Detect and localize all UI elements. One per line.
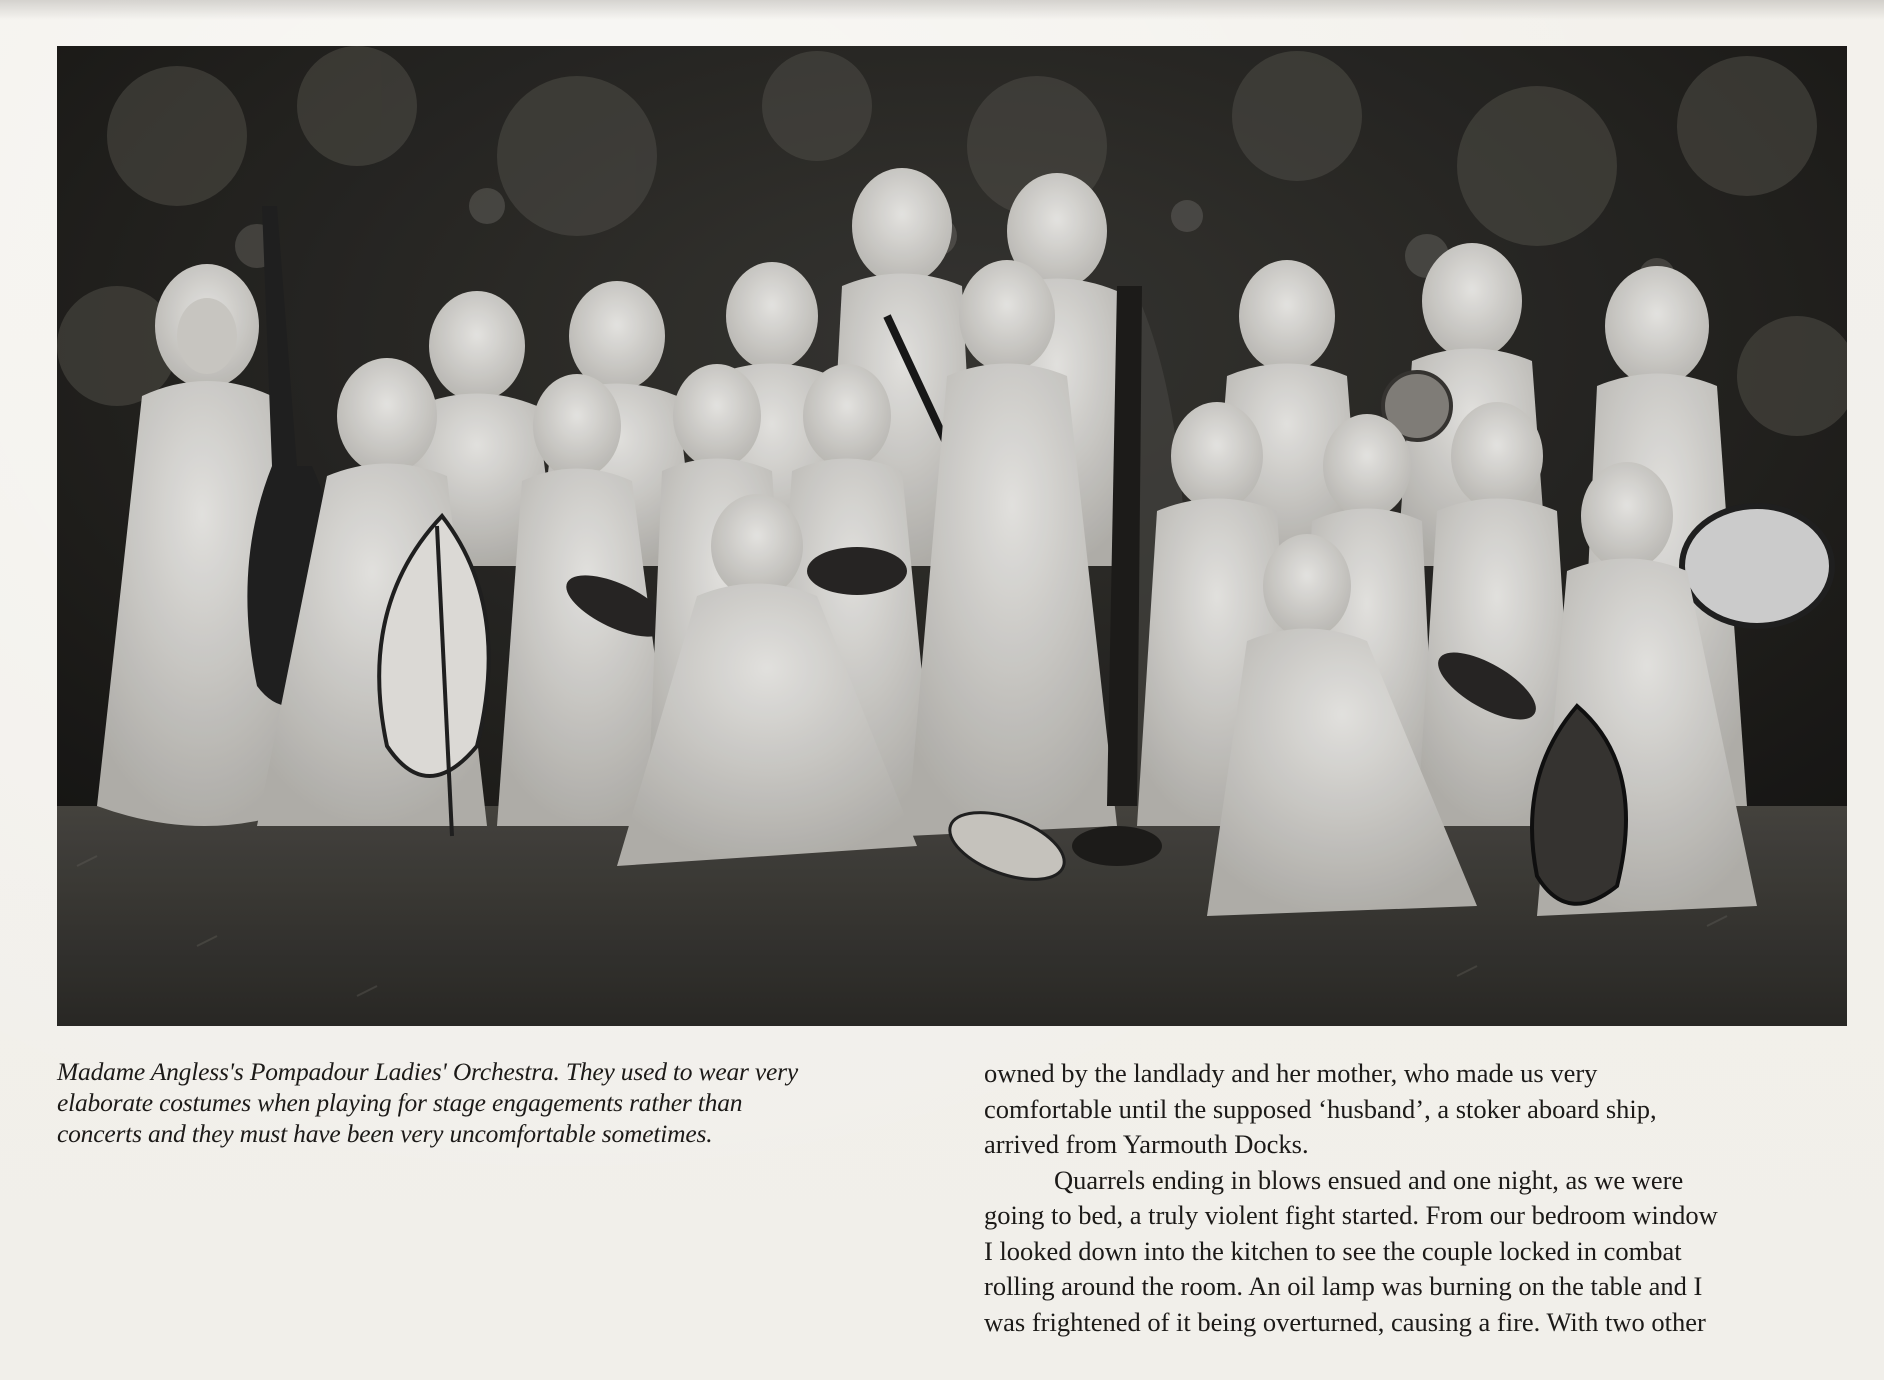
orchestra-photo-icon (57, 46, 1847, 1026)
caption-line: elaborate costumes when playing for stage engagements rather than (57, 1088, 743, 1117)
body-line-paragraph-start: Quarrels ending in blows ensued and one night, as we were (1054, 1164, 1684, 1195)
scan-edge-shadow (0, 0, 1884, 20)
body-text-column (984, 1056, 1844, 1340)
body-line: arrived from Yarmouth Docks. (984, 1129, 1309, 1159)
caption-line: Madame Angless's Pompadour Ladies' Orchestra. They used to wear very (57, 1057, 798, 1086)
body-line: rolling around the room. An oil lamp was burning on the table and I (984, 1271, 1703, 1301)
caption-line: concerts and they must have been very uncomfortable sometimes. (57, 1119, 713, 1148)
body-line: I looked down into the kitchen to see the couple locked in combat (984, 1235, 1682, 1266)
body-line: was frightened of it being overturned, causing a fire. With two other (984, 1306, 1706, 1337)
body-line: comfortable until the supposed ‘husband’, a stoker aboard ship, (984, 1093, 1657, 1124)
photo-caption (57, 1056, 937, 1149)
body-line: owned by the landlady and her mother, who made us very (984, 1058, 1598, 1088)
orchestra-photograph (57, 46, 1847, 1026)
body-line: going to bed, a truly violent fight started. From our bedroom window (984, 1200, 1718, 1230)
